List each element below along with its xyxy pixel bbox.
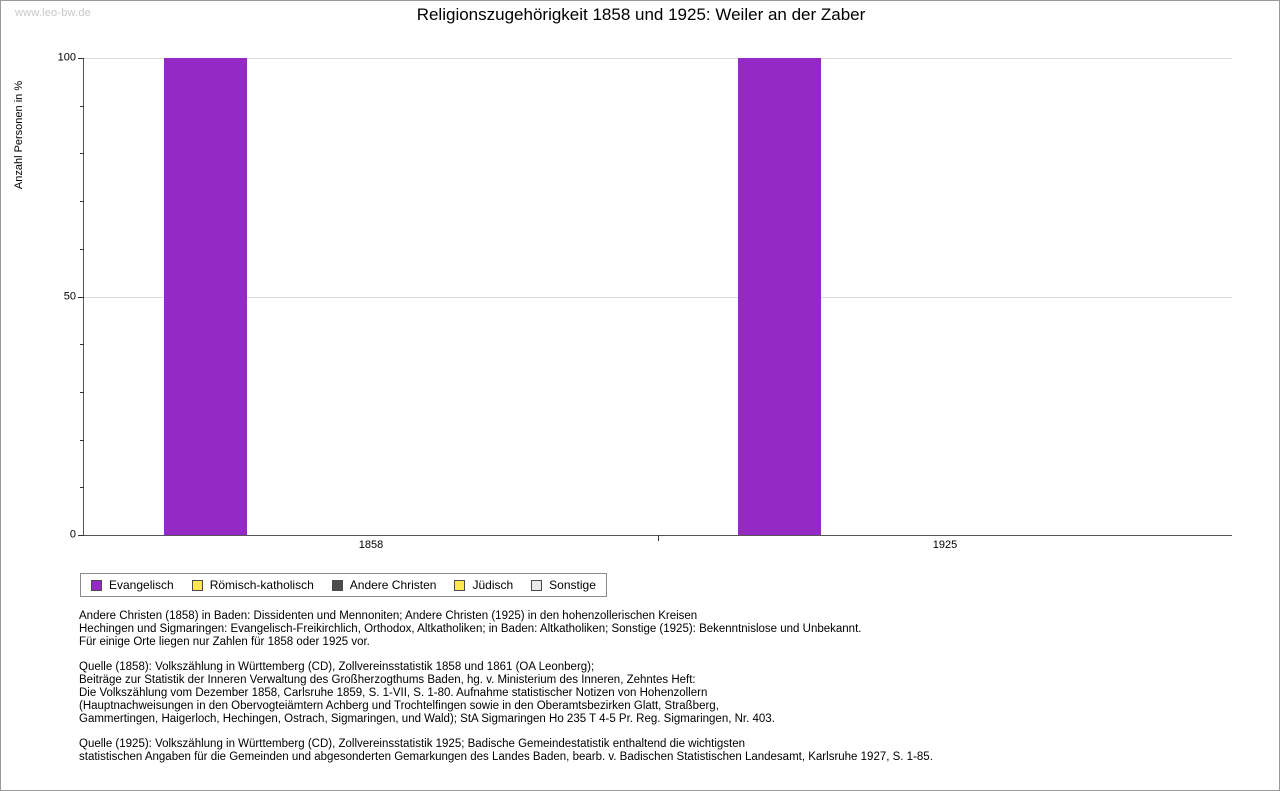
note-line: Andere Christen (1858) in Baden: Dissidenten und Mennoniten; Andere Christen (1925) in den hohenzollerischen Kreisen xyxy=(79,610,698,622)
y-axis-tick xyxy=(78,297,84,298)
note-line: Beiträge zur Statistik der Inneren Verwaltung des Großherzogthums Baden, hg. v. Ministerium des Inneren, Zehntes Heft: xyxy=(79,673,696,686)
x-axis-tick xyxy=(658,535,659,541)
y-axis-tick-label: 100 xyxy=(57,51,76,64)
page-title: Religionszugehörigkeit 1858 und 1925: Weiler an der Zaber xyxy=(416,5,866,24)
note-block-3 xyxy=(79,738,1199,764)
legend-label: Evangelisch xyxy=(109,578,174,592)
y-axis-minor-tick xyxy=(80,487,84,488)
note-line: Quelle (1925): Volkszählung in Württemberg (CD), Zollvereinsstatistik 1925; Badische Gemeindestatistik enthaltend die wichtigsten xyxy=(79,737,746,750)
watermark-text: www.leo-bw.de xyxy=(15,7,91,19)
bar-1858-evangelisch xyxy=(164,58,247,535)
legend-swatch-icon xyxy=(192,580,203,591)
legend-item-evangelisch[interactable] xyxy=(91,578,174,592)
y-axis-tick xyxy=(78,58,84,59)
legend-label: Sonstige xyxy=(549,578,596,592)
note-block-1 xyxy=(79,610,1199,650)
legend-label: Römisch-katholisch xyxy=(209,578,314,592)
note-block-2 xyxy=(79,661,1199,727)
y-axis-label: Anzahl Personen in % xyxy=(13,80,25,190)
note-line: statistischen Angaben für die Gemeinden und abgesonderten Gemarkungen des Landes Baden, bearb. v. Badischen Statistischen Landesamt, Karlsruhe 1927, S. 1-85. xyxy=(79,750,933,763)
y-axis-minor-tick xyxy=(80,153,84,154)
y-axis-tick xyxy=(78,535,84,536)
note-line: Die Volkszählung vom Dezember 1858, Carlsruhe 1859, S. 1-VII, S. 1-80. Aufnahme statistischer Notizen von Hohenzollern xyxy=(79,687,708,700)
y-axis-tick-label: 50 xyxy=(63,290,76,302)
legend-swatch-icon xyxy=(91,580,102,591)
plot-area xyxy=(57,51,1232,551)
note-line: Für einige Orte liegen nur Zahlen für 1858 oder 1925 vor. xyxy=(79,636,370,649)
legend-item-sonstige[interactable] xyxy=(531,578,596,592)
note-line: (Hauptnachweisungen in den Obervogteiämtern Achberg und Trochtelfingen sowie in den Oberamtsbezirken Glatt, Straßberg, xyxy=(79,700,719,713)
legend-swatch-icon xyxy=(332,580,343,591)
legend-item-r-misch-katholisch[interactable] xyxy=(192,578,314,592)
x-axis-tick-label: 1858 xyxy=(358,539,384,551)
legend-swatch-icon xyxy=(454,580,465,591)
x-axis-tick-label: 1925 xyxy=(932,539,958,551)
legend-label: Andere Christen xyxy=(349,578,437,592)
legend-item-andere-christen[interactable] xyxy=(332,578,437,592)
chart-notes xyxy=(79,610,1199,764)
chart-legend xyxy=(80,573,607,597)
y-axis-minor-tick xyxy=(80,249,84,250)
note-line: Hechingen und Sigmaringen: Evangelisch-Freikirchlich, Orthodox, Altkatholiken; in Baden: Altkatholiken; Sonstige (1925): Bekenntnislose und Unbekannt. xyxy=(79,623,862,636)
y-axis-minor-tick xyxy=(80,440,84,441)
y-axis-minor-tick xyxy=(80,106,84,107)
legend-label: Jüdisch xyxy=(472,578,514,592)
note-line: Quelle (1858): Volkszählung in Württemberg (CD), Zollvereinsstatistik 1858 und 1861 (OA Leonberg); xyxy=(79,660,595,673)
y-axis-tick-label: 0 xyxy=(69,528,76,541)
grid-line xyxy=(84,58,1232,59)
legend-swatch-icon xyxy=(531,580,542,591)
bar-1925-evangelisch xyxy=(738,58,821,535)
legend-item-j-disch[interactable] xyxy=(454,578,513,592)
grid-line xyxy=(84,297,1232,298)
y-axis-minor-tick xyxy=(80,392,84,393)
y-axis-minor-tick xyxy=(80,344,84,345)
y-axis-minor-tick xyxy=(80,201,84,202)
note-line: Gammertingen, Haigerloch, Hechingen, Ostrach, Sigmaringen, und Wald); StA Sigmaringen Ho 235 T 4-5 Pr. Reg. Sigmaringen, Nr. 403. xyxy=(79,713,775,726)
